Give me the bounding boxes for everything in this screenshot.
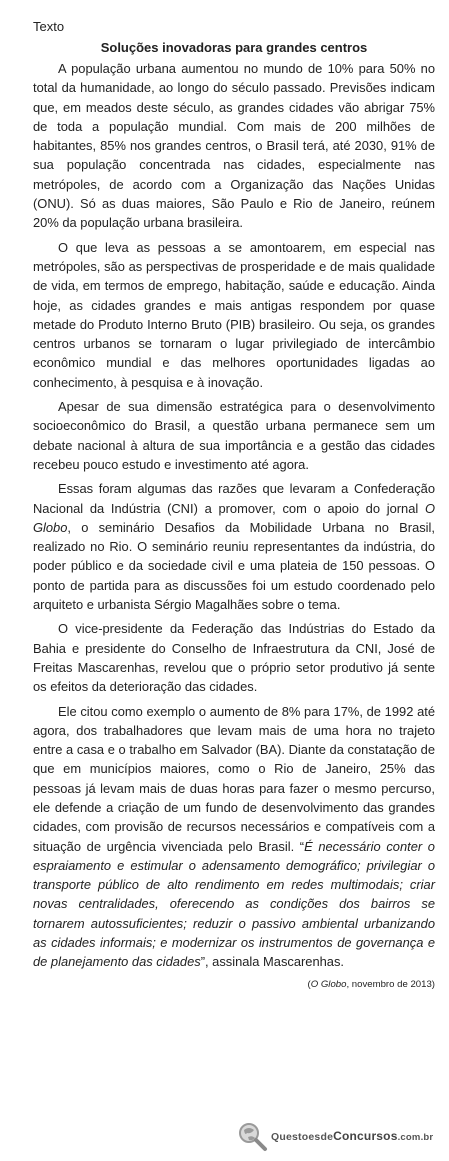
paragraph-text: ”, assinala Mascarenhas. xyxy=(200,954,344,970)
article-title: Soluções inovadoras para grandes centros xyxy=(100,40,368,55)
italic-text: É necessário conter o espraiamento e estimular o adensamento demográfico; privilegiar o transporte público de alto rendimento em redes multimodais; criar novas centralidades, oferecendo as condições dos bairros se tornarem autossuficientes; reduzir o passivo ambiental urbanizando as cidades informais; e modernizar os instrumentos de governança e de planejamento das cidades xyxy=(33,838,435,970)
source-rest: , novembro de 2013) xyxy=(346,978,435,990)
article-paragraph xyxy=(33,619,435,696)
italic-text: O Globo xyxy=(33,500,435,535)
paragraph-text: A população urbana aumentou no mundo de 10% para 50% no total da humanidade, ao longo do século passado. Previsões indicam que, em meados deste século, as grandes cidades vão abrigar 75% de toda a população mundial. Com mais de 200 milhões de habitantes, 85% nos grandes centros, o Brasil terá, até 2030, 91% de sua população concentrada nas cidades, especialmente nas metrópoles, de acordo com a Organização das Nações Unidas (ONU). Só as duas maiores, São Paulo e Rio de Janeiro, reúnem 20% da população urbana brasileira. xyxy=(33,61,435,231)
watermark-brand xyxy=(236,1118,441,1154)
article-paragraph xyxy=(33,238,435,392)
source-citation xyxy=(33,977,435,992)
paragraph-text: , o seminário Desafios da Mobilidade Urbana no Brasil, realizado no Rio. O seminário reuniu representantes da indústria, do poder público e da sociedade civil e uma plateia de 150 pessoas. O ponto de partida para as discussões foi um estudo coordenado pelo arquiteto e urbanista Sérgio Magalhães sobre o tema. xyxy=(33,519,435,613)
article-paragraph xyxy=(33,479,435,614)
paragraph-text: O que leva as pessoas a se amontoarem, em especial nas metrópoles, são as perspectivas de prosperidade e de mais qualidade de vida, em termos de emprego, habitação, saúde e educação. Ainda hoje, as cidades grandes e mais antigas respondem por quase metade do Produto Interno Bruto (PIB) brasileiro. Ou seja, os grandes centros urbanos se tornaram o lugar privilegiado de intercâmbio econômico mundial e das melhores oportunidades ligadas ao conhecimento, à pesquisa e à inovação. xyxy=(33,239,435,390)
watermark-suffix: .com.br xyxy=(397,1132,434,1143)
article-paragraph xyxy=(33,397,435,474)
article-paragraph xyxy=(33,702,435,972)
magnifier-globe-icon xyxy=(236,1120,268,1152)
source-open: ( xyxy=(307,978,311,990)
paragraph-text: Essas foram algumas das razões que levaram a Confederação Nacional da Indústria (CNI) a promover, com o apoio do jornal xyxy=(33,481,435,516)
paragraph-text: Apesar de sua dimensão estratégica para o desenvolvimento socioeconômico do Brasil, a questão urbana permanece sem um debate nacional à altura de sua importância e a gestão das cidades recebeu pouco estudo e investimento até agora. xyxy=(33,399,435,472)
article-paragraph xyxy=(33,59,435,233)
watermark-prefix: Questoesde xyxy=(271,1131,334,1143)
paragraph-text: Ele citou como exemplo o aumento de 8% para 17%, de 1992 até agora, dos trabalhadores que levam mais de uma hora no trajeto entre a casa e o trabalho em Salvador (BA). Diante da constatação de que em municípios maiores, como o Rio de Janeiro, 25% das pessoas já levam mais de duas horas para fazer o mesmo percurso, ele defende a criação de um fundo de desenvolvimento das grandes cidades, com provisão de recursos necessários e compatíveis com a situação de urgência vivenciada pelo Brasil. “ xyxy=(33,703,435,854)
source-newspaper: O Globo xyxy=(310,978,347,990)
article-body xyxy=(33,59,435,972)
paragraph-text: O vice-presidente da Federação das Indústrias do Estado da Bahia e presidente do Conselho de Infraestrutura da CNI, José de Freitas Mascarenhas, revelou que o próprio setor produtivo já sente os efeitos da deterioração das cidades. xyxy=(33,621,435,695)
watermark-text xyxy=(271,1129,433,1143)
watermark-caps: Concursos xyxy=(333,1129,398,1143)
document-page xyxy=(33,0,435,992)
text-label: Texto xyxy=(33,19,65,34)
